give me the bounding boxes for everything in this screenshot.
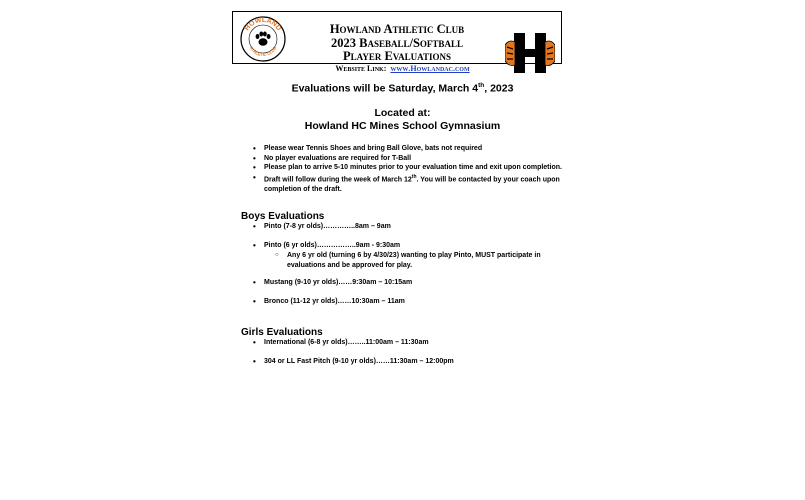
club-title	[295, 23, 499, 64]
draft-note	[264, 173, 564, 195]
date-prefix: Evaluations will be Saturday, March 4	[291, 82, 479, 95]
boys-mustang: • Mustang (9-10 yr olds)……9:30am – 10:15am	[264, 279, 412, 286]
location-label: Located at:	[374, 107, 431, 119]
header-box	[232, 11, 562, 64]
boys-bronco: • Bronco (11-12 yr olds)……10:30am – 11am	[264, 298, 405, 305]
title-line-1: Howland Athletic Club	[329, 22, 465, 36]
svg-text:HOWLAND: HOWLAND	[243, 16, 283, 33]
note-item: • Please wear Tennis Shoes and bring Ball Glove, bats not required	[264, 144, 564, 154]
boys-pinto-7-8: • Pinto (7-8 yr olds)…………..8am – 9am	[264, 223, 391, 230]
boys-pinto-6-note: ○ Any 6 yr old (turning 6 by 4/30/23) wanting to play Pinto, MUST participate in evaluations and be approved for play.	[287, 251, 557, 270]
girls-fast-pitch: • 304 or LL Fast Pitch (9-10 yr olds)……11:30am – 12:00pm	[264, 358, 454, 365]
tiger-paw-right-icon	[545, 41, 555, 66]
note-item: • No player evaluations are required for T-Ball	[264, 154, 564, 164]
girls-international: • International (6-8 yr olds)……..11:00am – 11:30am	[264, 339, 429, 346]
date-sup: th	[478, 82, 485, 89]
title-line-2: 2023 Baseball/Softball	[331, 35, 463, 50]
boys-heading: Boys Evaluations	[241, 211, 325, 222]
notes-list	[264, 144, 564, 194]
svg-text:ATHLETIC CLUB: ATHLETIC CLUB	[248, 45, 278, 58]
howland-athletic-club-logo	[239, 15, 287, 63]
website-link[interactable]: www.Howlandac.com	[390, 64, 470, 73]
evaluation-date	[0, 82, 805, 95]
website-line	[0, 64, 805, 73]
draft-prefix: Draft will follow during the week of March 12	[264, 176, 412, 184]
note-item: • Please plan to arrive 5-10 minutes prior to your evaluation time and exit upon completion.	[264, 163, 564, 173]
draft-sup: th	[411, 173, 417, 180]
girls-heading: Girls Evaluations	[241, 327, 323, 338]
website-label: Website Link:	[335, 64, 387, 73]
boys-pinto-6: • Pinto (6 yr olds)……………..9am - 9:30am	[264, 242, 400, 249]
title-line-3: Player Evaluations	[343, 49, 451, 63]
date-suffix: , 2023	[484, 82, 514, 95]
tiger-paw-left-icon	[505, 41, 515, 66]
location-name: Howland HC Mines School Gymnasium	[304, 120, 501, 132]
draft-suffix: . You will be contacted by your coach upon completion of the draft.	[264, 176, 560, 193]
